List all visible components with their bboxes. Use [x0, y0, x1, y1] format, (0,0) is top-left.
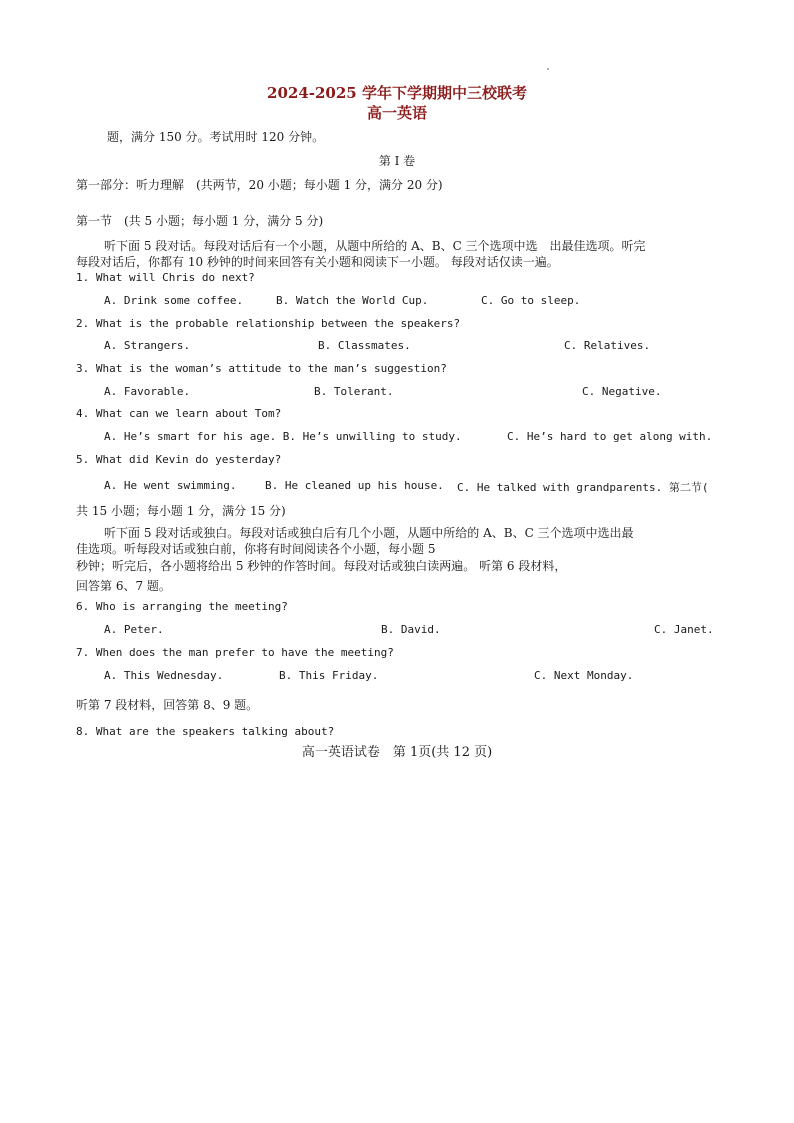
- question-4-options-ab: A. He’s smart for his age. B. He’s unwilling to study.: [104, 430, 462, 443]
- question-4-option-c: C. He’s hard to get along with.: [507, 430, 713, 443]
- question-2-option-a: A. Strangers.: [104, 339, 191, 352]
- section2-instructions-3: 秒钟；听完后，各小题将给出 5 秒钟的作答时间。每段对话或独白读两遍。 听第 6 段材料，: [76, 559, 567, 573]
- question-6-option-a: A. Peter.: [104, 623, 164, 636]
- question-3-option-c: C. Negative.: [582, 385, 662, 398]
- material-7-instruction: 听第 7 段材料，回答第 8、9 题。: [76, 698, 259, 712]
- question-2-stem: 2. What is the probable relationship between the speakers?: [76, 317, 461, 330]
- section2-heading: 共 15 小题；每小题 1 分，满分 15 分): [76, 504, 286, 518]
- section2-instructions-1: 听下面 5 段对话或独白。每段对话或独白后有几个小题，从题中所给的 A、B、C 三个选项中选出最: [104, 526, 634, 540]
- question-5-option-a: A. He went swimming.: [104, 479, 237, 492]
- exam-title: 2024-2025 学年下学期期中三校联考: [267, 84, 527, 102]
- question-2-option-c: C. Relatives.: [564, 339, 651, 352]
- question-1-option-c: C. Go to sleep.: [481, 294, 581, 307]
- question-6-option-c: C. Janet.: [654, 623, 714, 636]
- top-dot: [547, 68, 549, 70]
- volume-heading: 第 I 卷: [378, 154, 416, 168]
- question-6-option-b: B. David.: [381, 623, 441, 636]
- section1-instructions-2: 每段对话后，你都有 10 秒钟的时间来回答有关小题和阅读下一小题。 每段对话仅读一遍。: [76, 255, 559, 269]
- question-3-option-b: B. Tolerant.: [314, 385, 394, 398]
- question-5-option-b: B. He cleaned up his house.: [265, 479, 444, 492]
- section2-instructions-2: 佳选项。听每段对话或独白前，你将有时间阅读各个小题，每小题 5: [76, 542, 436, 556]
- section1-instructions-1: 听下面 5 段对话。每段对话后有一个小题，从题中所给的 A、B、C 三个选项中选 出最佳选项。听完: [104, 239, 646, 253]
- question-7-option-c: C. Next Monday.: [534, 669, 634, 682]
- question-7-stem: 7. When does the man prefer to have the meeting?: [76, 646, 394, 659]
- subject-title: 高一英语: [366, 104, 427, 122]
- question-1-stem: 1. What will Chris do next?: [76, 271, 255, 284]
- part1-heading: 第一部分：听力理解 (共两节，20 小题；每小题 1 分，满分 20 分): [76, 178, 443, 192]
- question-3-stem: 3. What is the woman’s attitude to the man’s suggestion?: [76, 362, 447, 375]
- question-7-option-a: A. This Wednesday.: [104, 669, 224, 682]
- question-6-stem: 6. Who is arranging the meeting?: [76, 600, 288, 613]
- question-2-option-b: B. Classmates.: [318, 339, 411, 352]
- question-5-stem: 5. What did Kevin do yesterday?: [76, 453, 282, 466]
- question-5-option-c: C. He talked with grandparents. 第二节(: [457, 481, 709, 494]
- section1-heading: 第一节 (共 5 小题；每小题 1 分，满分 5 分): [76, 214, 324, 228]
- question-1-option-a: A. Drink some coffee.: [104, 294, 244, 307]
- question-8-stem: 8. What are the speakers talking about?: [76, 725, 335, 738]
- question-7-option-b: B. This Friday.: [279, 669, 379, 682]
- section2-instructions-4: 回答第 6、7 题。: [76, 579, 171, 593]
- exam-info: 题，满分 150 分。考试用时 120 分钟。: [107, 130, 325, 144]
- question-3-option-a: A. Favorable.: [104, 385, 191, 398]
- question-4-stem: 4. What can we learn about Tom?: [76, 407, 282, 420]
- page-footer: 高一英语试卷 第 1页(共 12 页): [301, 745, 493, 760]
- question-1-option-b: B. Watch the World Cup.: [276, 294, 429, 307]
